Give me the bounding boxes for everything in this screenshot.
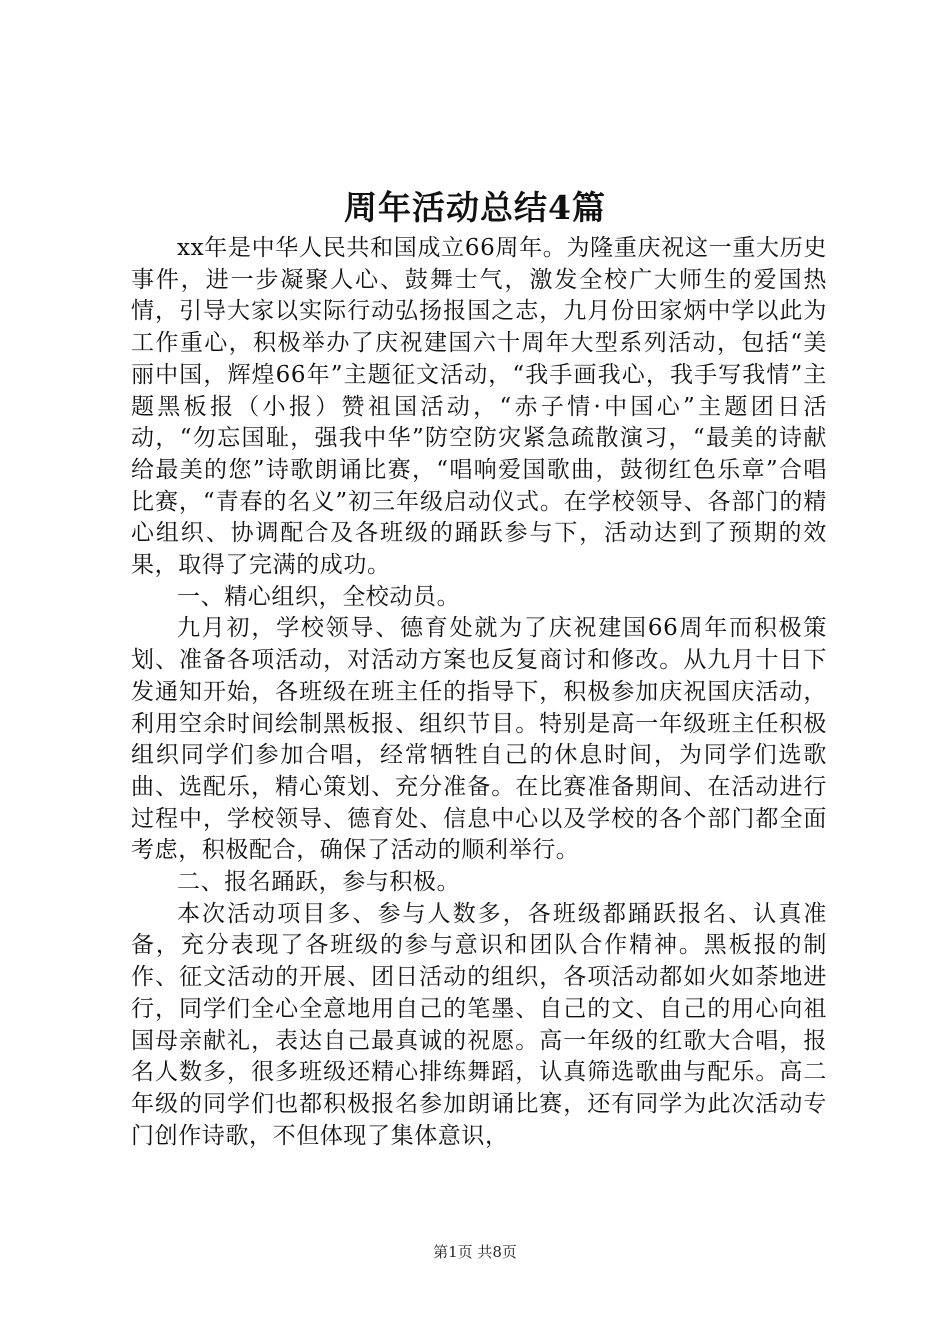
section-heading-1: 一、精心组织，全校动员。: [177, 583, 461, 610]
section-heading-2: 二、报名踊跃，参与积极。: [177, 869, 461, 896]
paragraph-section-2: 本次活动项目多、参与人数多，各班级都踊跃报名、认真准备，充分表现了各班级的参与意识和团队合作精神。黑板报的制作、征文活动的开展、团日活动的组织，各项活动都如火如荼地进行，同学们全心全意地用自己的笔墨、自己的文、自己的用心向祖国母亲献礼，表达自己最真诚的祝愿。高一年级的红歌大合唱，报名人数多，很多班级还精心排练舞蹈，认真筛选歌曲与配乐。高二年级的同学们也都积极报名参加朗诵比赛，还有同学为此次活动专门创作诗歌，不但体现了集体意识，: [131, 900, 827, 1149]
page-number-footer: 第1页 共8页: [433, 1243, 517, 1261]
document-title: 周年活动总结4篇: [344, 188, 606, 227]
paragraph-intro: xx年是中华人民共和国成立66周年。为隆重庆祝这一重大历史事件，进一步凝聚人心、鼓舞士气，激发全校广大师生的爱国热情，引导大家以实际行动弘扬报国之志，九月份田家炳中学以此为工作重心，积极举办了庆祝建国六十周年大型系列活动，包括“美丽中国，辉煌66年”主题征文活动，“我手画我心，我手写我情”主题黑板报（小报）赞祖国活动，“赤子情·中国心”主题团日活动，“勿忘国耻，强我中华”防空防灾紧急疏散演习，“最美的诗献给最美的您”诗歌朗诵比赛，“唱响爱国歌曲，鼓彻红色乐章”合唱比赛，“青春的名义”初三年级启动仪式。在学校领导、各部门的精心组织、协调配合及各班级的踊跃参与下，活动达到了预期的效果，取得了完满的成功。: [131, 235, 827, 579]
document-body: [131, 233, 827, 1152]
paragraph-section-1: 九月初，学校领导、德育处就为了庆祝建国66周年而积极策划、准备各项活动，对活动方案也反复商讨和修改。从九月十日下发通知开始，各班级在班主任的指导下，积极参加庆祝国庆活动，利用空余时间绘制黑板报、组织节目。特别是高一年级班主任积极组织同学们参加合唱，经常牺牲自己的休息时间，为同学们选歌曲、选配乐，精心策划、充分准备。在比赛准备期间、在活动进行过程中，学校领导、德育处、信息中心以及学校的各个部门都全面考虑，积极配合，确保了活动的顺利举行。: [131, 615, 827, 864]
